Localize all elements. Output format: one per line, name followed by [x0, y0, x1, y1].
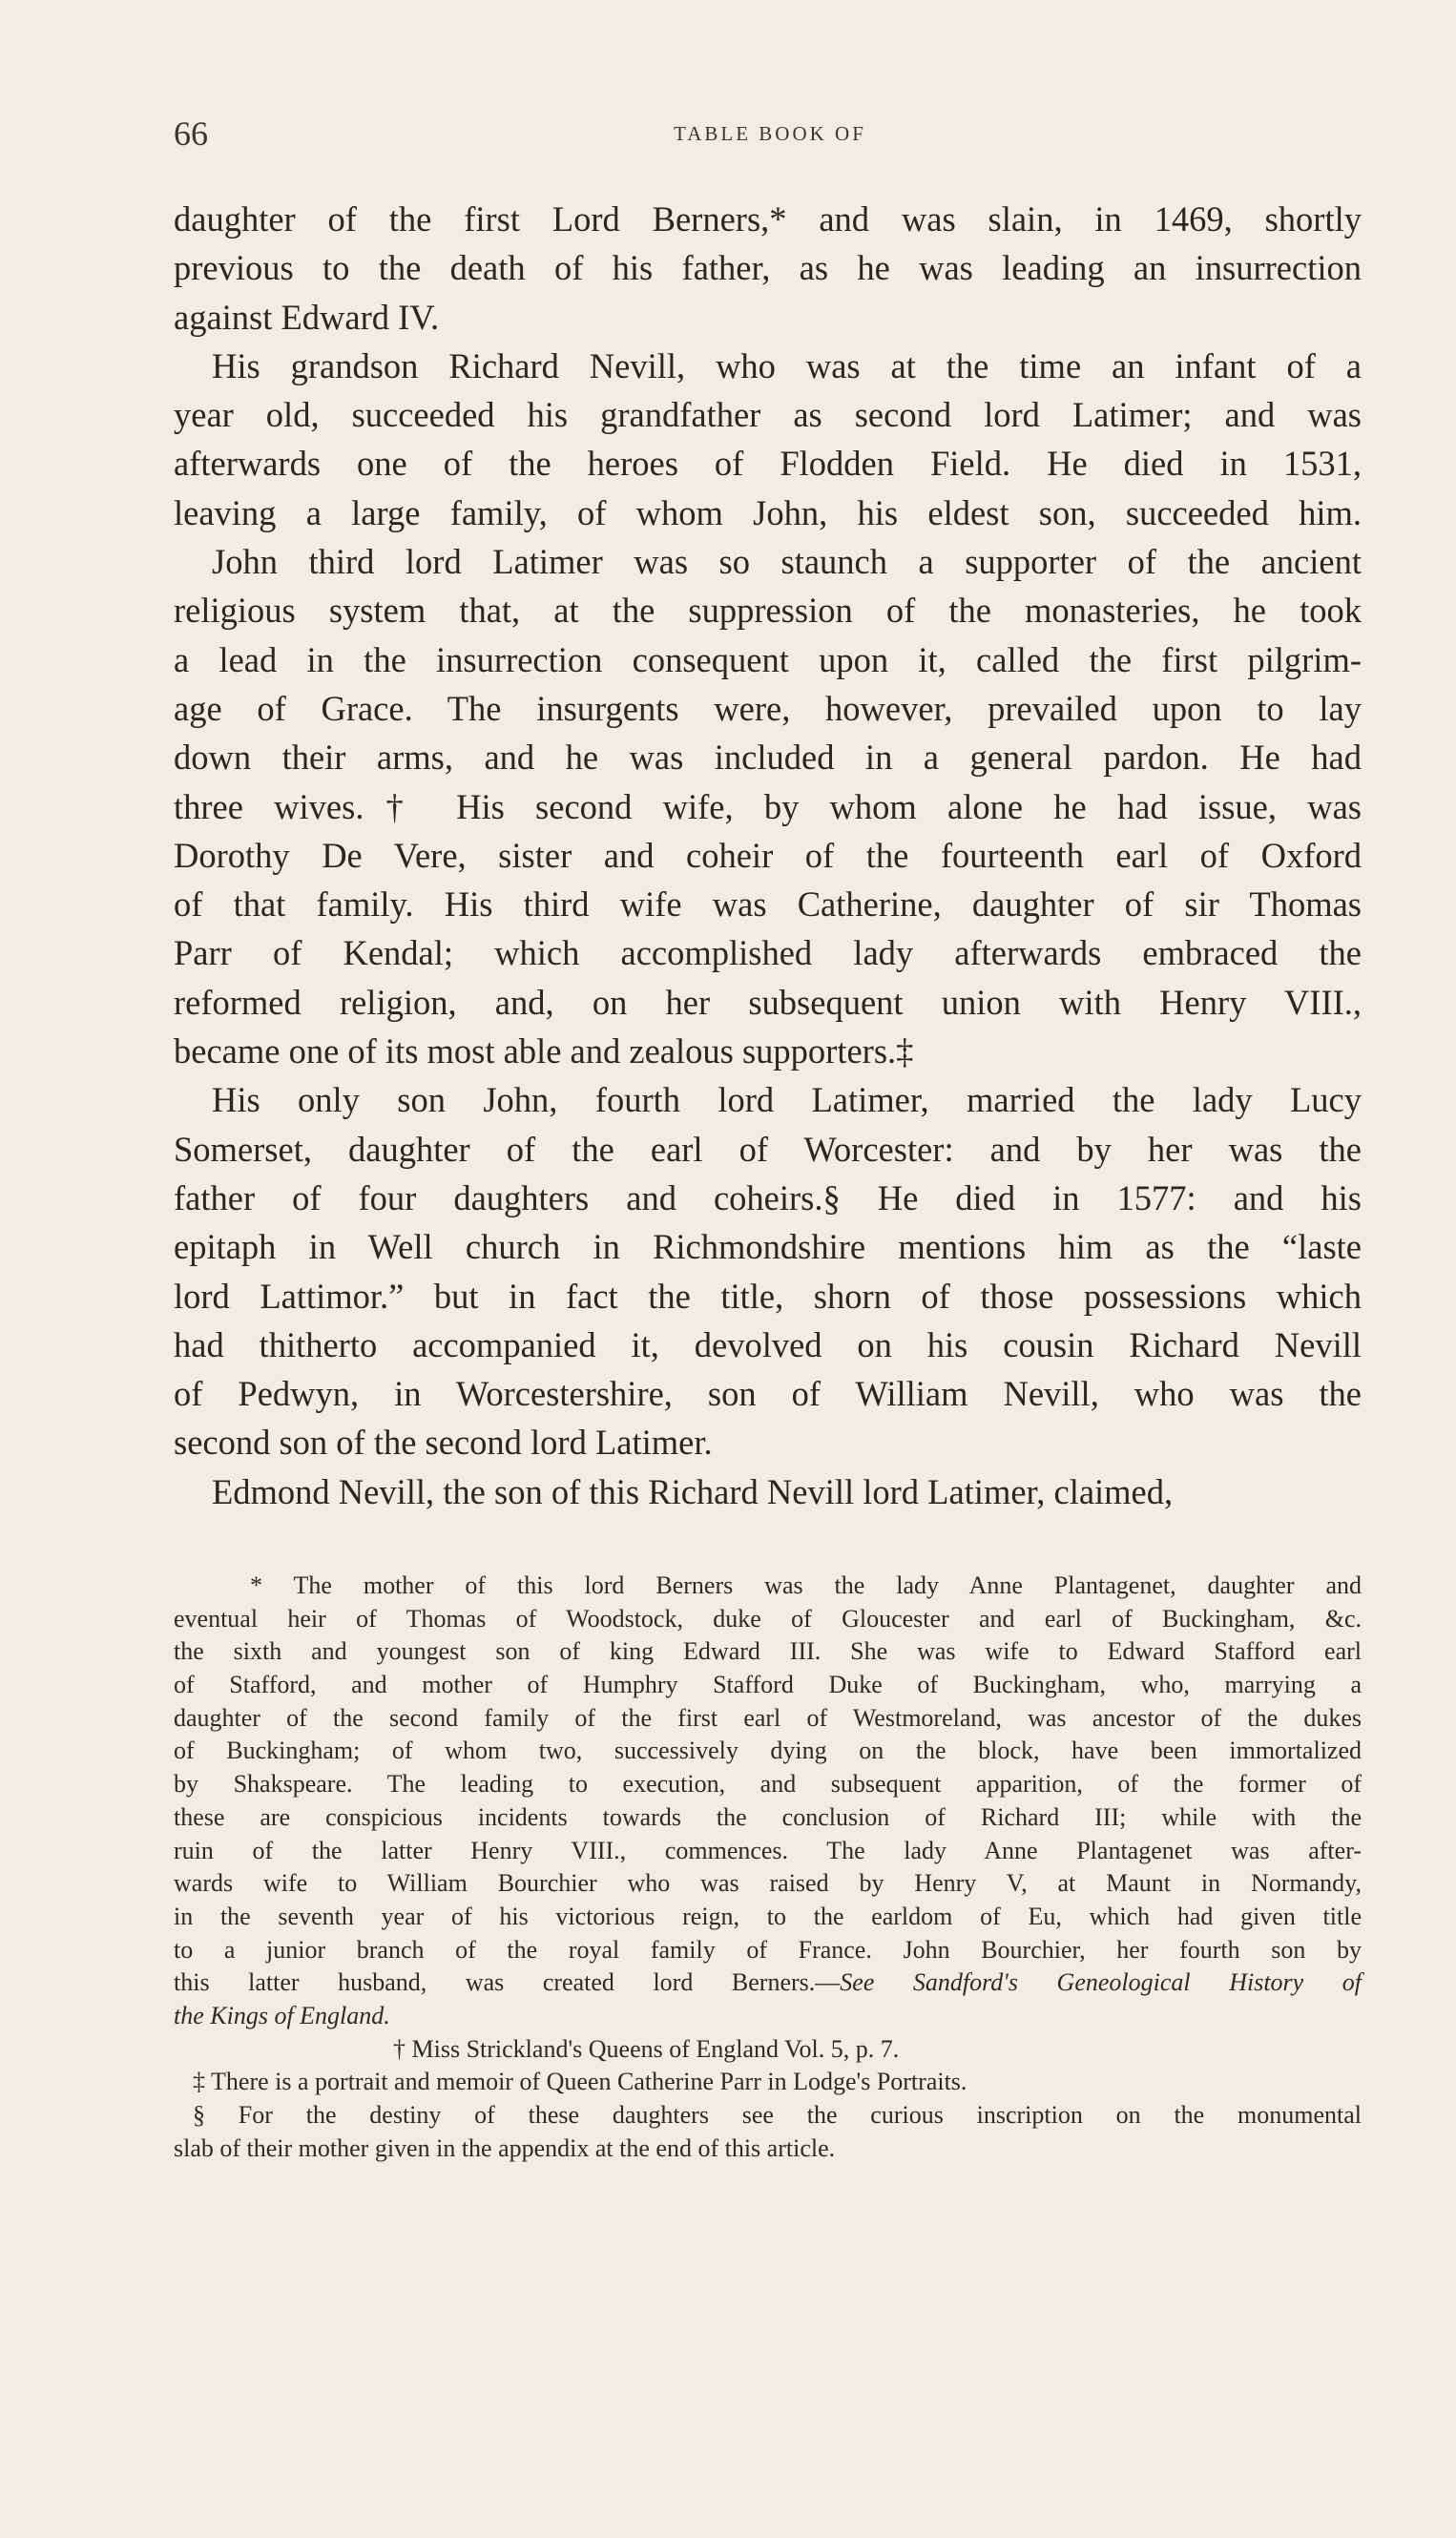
text-line: father of four daughters and coheirs.§ He died in 1577: and his	[174, 1177, 1362, 1217]
text-line: epitaph in Well church in Richmondshire mentions him as the “laste	[174, 1227, 1362, 1267]
text-line: three wives.† His second wife, by whom alone he had issue, was	[174, 786, 1362, 826]
text-line: Parr of Kendal; which accomplished lady afterwards embraced the	[174, 933, 1362, 973]
footnote-line: ruin of the latter Henry VIII., commences. The lady Anne Plantagenet was after-	[174, 1836, 1362, 1864]
text-line: Somerset, daughter of the earl of Worcester: and by her was the	[174, 1129, 1362, 1169]
footnote-citation-italic-cont: the Kings of England.	[174, 2001, 390, 2029]
footnote-line: wards wife to William Bourchier who was raised by Henry V, at Maunt in Normandy,	[174, 1869, 1362, 1898]
text-line: down their arms, and he was included in a general pardon. He had	[174, 738, 1362, 778]
running-head	[174, 114, 1366, 153]
main-text	[174, 195, 1362, 1516]
text-line: second son of the second lord Latimer.	[174, 1423, 713, 1463]
footnote-line: of Buckingham; of whom two, successively dying on the block, have been immortalized	[174, 1737, 1362, 1765]
text-line: of Pedwyn, in Worcestershire, son of William Nevill, who was the	[174, 1374, 1362, 1414]
footnote-line: by Shakspeare. The leading to execution, and subsequent apparition, of the former of	[174, 1770, 1362, 1799]
page-number: 66	[174, 114, 208, 153]
text-line: John third lord Latimer was so staunch a supporter of the ancient	[212, 542, 1362, 582]
footnote-double-dagger: ‡ There is a portrait and memoir of Queen Catherine Parr in Lodge's Portraits.	[193, 2068, 967, 2096]
footnote-citation-italic: See Sandford's Geneological History of	[840, 1968, 1362, 1997]
text-line: His only son John, fourth lord Latimer, married the lady Lucy	[212, 1080, 1362, 1120]
footnote-line: * The mother of this lord Berners was the lady Anne Plantagenet, daughter and	[250, 1571, 1362, 1599]
footnote-line: these are conspicious incidents towards the conclusion of Richard III; while with the	[174, 1802, 1362, 1831]
footnote-line: the sixth and youngest son of king Edward III. She was wife to Edward Stafford earl	[174, 1637, 1362, 1666]
text-line: lord Lattimor.” but in fact the title, shorn of those possessions which	[174, 1276, 1362, 1316]
text-line: leaving a large family, of whom John, his eldest son, succeeded him.	[174, 492, 1362, 532]
text-line: afterwards one of the heroes of Flodden Field. He died in 1531,	[174, 444, 1362, 484]
text-line: a lead in the insurrection consequent upon it, called the first pilgrim-	[174, 639, 1362, 679]
footnote-line: of Stafford, and mother of Humphry Stafford Duke of Buckingham, who, marrying a	[174, 1671, 1362, 1699]
footnote-citation-line	[174, 1966, 1362, 2000]
text-line: reformed religion, and, on her subsequent union with Henry VIII.,	[174, 982, 1362, 1022]
footnote-line	[174, 2000, 1362, 2033]
footnote-line: daughter of the second family of the first earl of Westmoreland, was ancestor of the dukes	[174, 1703, 1362, 1732]
text-line: His grandson Richard Nevill, who was at the time an infant of a	[212, 345, 1362, 385]
text-line: age of Grace. The insurgents were, however, prevailed upon to lay	[174, 688, 1362, 728]
footnote-citation-text: this latter husband, was created lord Berners.—	[174, 1968, 841, 1997]
footnote-line: slab of their mother given in the appendix at the end of this article.	[174, 2133, 836, 2162]
footnote-section: § For the destiny of these daughters see the curious inscription on the monumental	[193, 2101, 1362, 2129]
footnote-line: eventual heir of Thomas of Woodstock, duke of Gloucester and earl of Buckingham, &c.	[174, 1604, 1362, 1633]
footnote-dagger: † Miss Strickland's Queens of England Vol. 5, p. 7.	[393, 2034, 900, 2063]
text-line: year old, succeeded his grandfather as second lord Latimer; and was	[174, 395, 1362, 435]
text-line: Dorothy De Vere, sister and coheir of the fourteenth earl of Oxford	[174, 835, 1362, 875]
running-title: TABLE BOOK OF	[674, 122, 866, 145]
text-line: of that family. His third wife was Catherine, daughter of sir Thomas	[174, 884, 1362, 925]
text-line: had thitherto accompanied it, devolved on his cousin Richard Nevill	[174, 1324, 1362, 1364]
text-line: became one of its most able and zealous supporters.‡	[174, 1031, 914, 1071]
footnotes	[174, 1570, 1362, 2165]
text-line: religious system that, at the suppression of the monasteries, he took	[174, 591, 1362, 631]
text-line: Edmond Nevill, the son of this Richard Nevill lord Latimer, claimed,	[212, 1471, 1174, 1511]
text-line: against Edward IV.	[174, 297, 440, 337]
text-line: previous to the death of his father, as he was leading an insurrection	[174, 248, 1362, 288]
text-line: daughter of the first Lord Berners,* and was slain, in 1469, shortly	[174, 199, 1362, 239]
footnote-line: in the seventh year of his victorious reign, to the earldom of Eu, which had given title	[174, 1902, 1362, 1930]
footnote-line: to a junior branch of the royal family of France. John Bourchier, her fourth son by	[174, 1935, 1362, 1964]
